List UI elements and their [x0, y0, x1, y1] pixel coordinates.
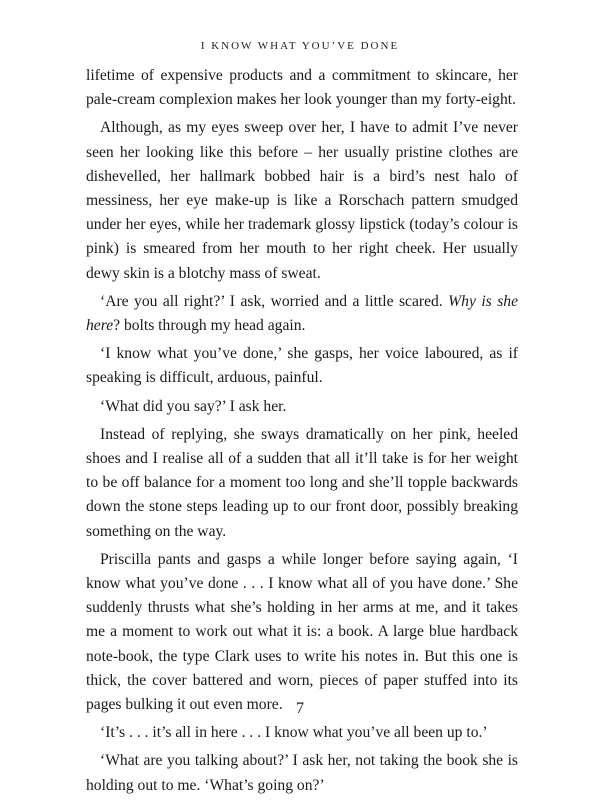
- paragraph: ‘It’s . . . it’s all in here . . . I know what you’ve all been up to.’: [100, 724, 488, 742]
- paragraph: Although, as my eyes sweep over her, I have to admit I’ve never seen her looking like this before – her usually pristine clothes are dishevelled, her hallmark bobbed hair is a bird’s nest halo of messiness, her eye make-up is like a Rorschach pattern smudged under her eyes, while her trademark glossy lipstick (today’s colour is pink) is smeared from her mouth to her right cheek. Her usually dewy skin is a blotchy mass of sweat.: [86, 119, 518, 282]
- italic-thought: Why is she here: [86, 292, 518, 335]
- paragraph: [86, 290, 518, 338]
- paragraph: ‘What are you talking about?’ I ask her, not taking the book she is holding out to me. ‘What’s going on?’: [86, 752, 518, 794]
- body-text: [86, 64, 518, 802]
- paragraph: ‘What did you say?’ I ask her.: [100, 397, 287, 415]
- running-head: I KNOW WHAT YOU’VE DONE: [200, 40, 400, 52]
- paragraph-text: ‘Are you all right?’ I ask, worried and a little scared.: [100, 292, 449, 310]
- paragraph: Priscilla pants and gasps a while longer before saying again, ‘I know what you’ve done . . . I know what all of you have done.’ She suddenly thrusts what she’s holding in her arms at me, and it takes me a moment to work out what it is: a book. A large blue hardback note-book, the type Clark uses to write his notes in. But this one is thick, the cover battered and worn, pieces of paper stuffed into its pages bulking it out even more.: [86, 550, 518, 714]
- page-number: 7: [296, 700, 304, 717]
- paragraph: ‘I know what you’ve done,’ she gasps, her voice laboured, as if speaking is difficult, arduous, painful.: [86, 345, 518, 387]
- paragraph: lifetime of expensive products and a commitment to skincare, her pale-cream complexion makes her look younger than my forty-eight.: [86, 67, 518, 109]
- paragraph: Instead of replying, she sways dramatically on her pink, heeled shoes and I realise all of a sudden that all it’ll take is for her weight to be off balance for a moment too long and she’ll topple backwards down the stone steps leading up to our front door, possibly breaking something on the way.: [86, 425, 518, 540]
- paragraph-text: ? bolts through my head again.: [113, 317, 306, 335]
